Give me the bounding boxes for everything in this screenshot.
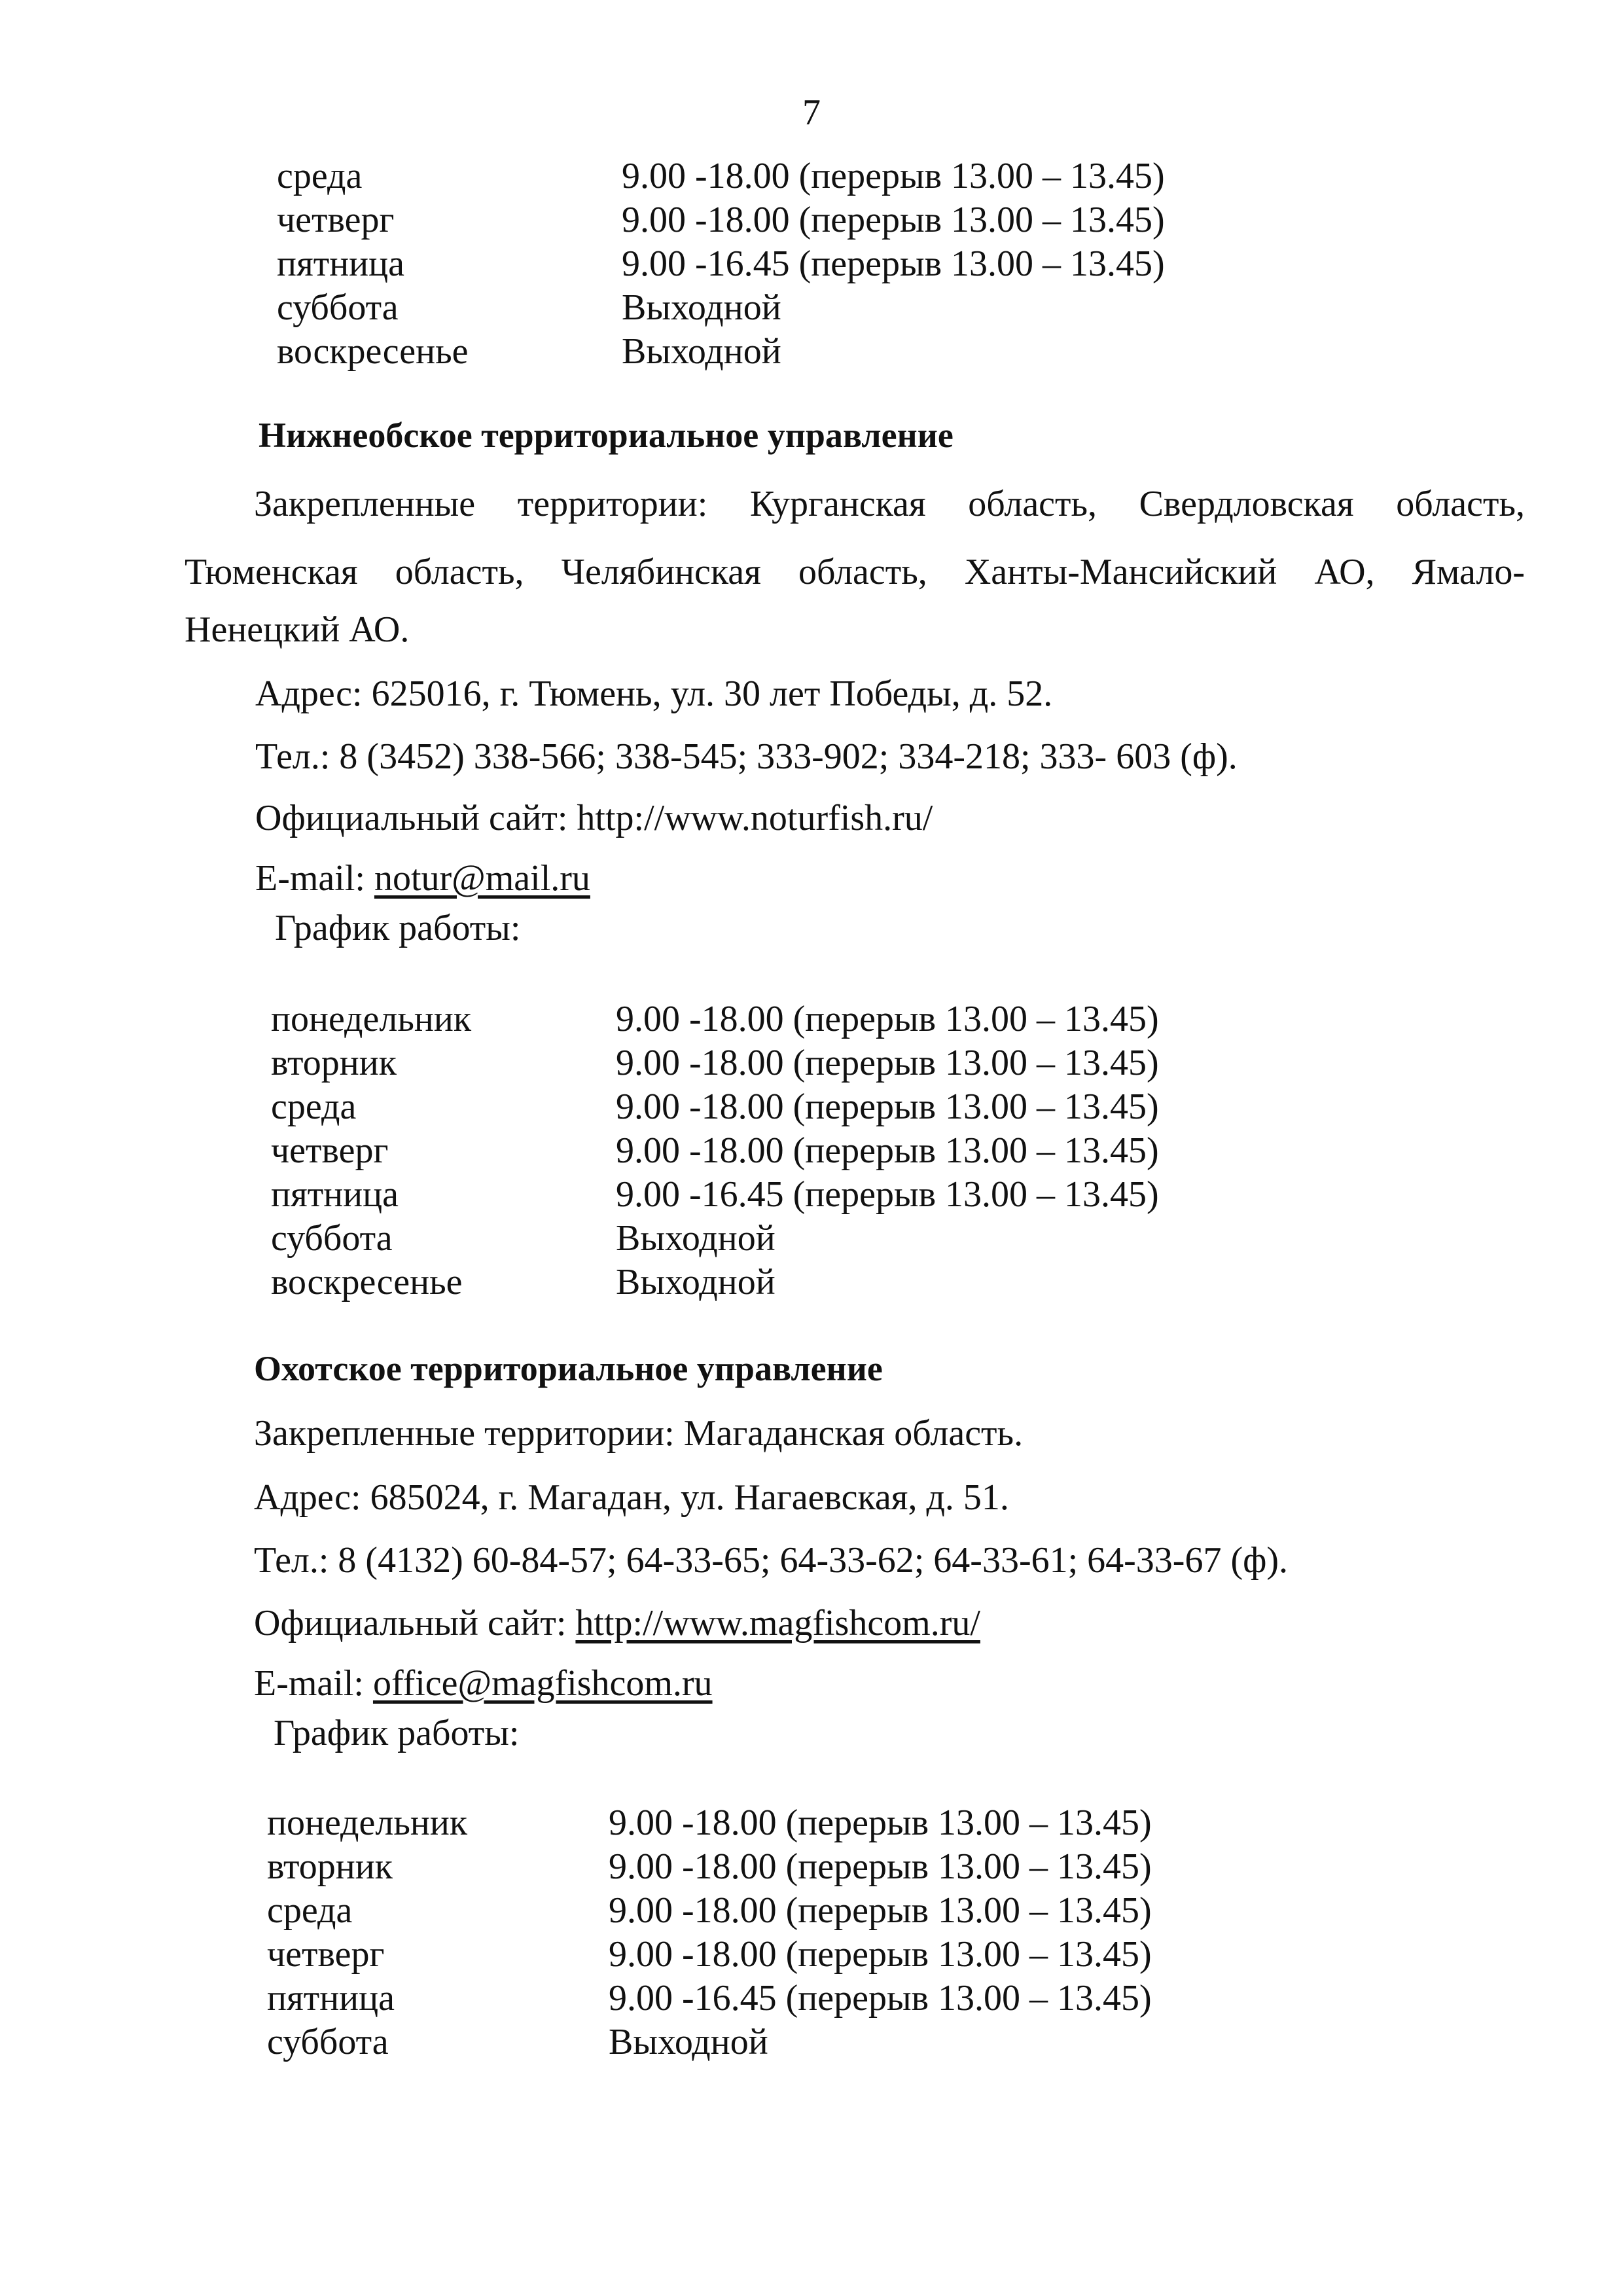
email-link[interactable]: office@magfishcom.ru (372, 1663, 713, 1704)
schedule-day: пятница (277, 243, 404, 284)
schedule-hours: Выходной (622, 331, 781, 372)
schedule-row (271, 1041, 1253, 1085)
schedule-row (271, 1261, 1253, 1304)
schedule-day: воскресенье (277, 331, 469, 372)
schedule-row (271, 1085, 1253, 1129)
schedule-row (271, 1173, 1253, 1217)
schedule-hours: 9.00 -18.00 (перерыв 13.00 – 13.45) (622, 156, 1165, 196)
schedule-day: суббота (267, 2022, 389, 2062)
schedule-day: пятница (267, 1978, 395, 2018)
schedule-day: четверг (271, 1130, 389, 1171)
schedule-row (271, 1217, 1253, 1261)
schedule-row (277, 198, 1258, 242)
email-label: E-mail: (255, 858, 365, 899)
schedule-hours: 9.00 -18.00 (перерыв 13.00 – 13.45) (616, 1130, 1159, 1171)
schedule-row (271, 1129, 1253, 1173)
schedule-day: среда (271, 1086, 357, 1127)
email (255, 857, 590, 899)
schedule-day: суббота (271, 1218, 393, 1259)
schedule-label: График работы: (275, 908, 521, 948)
schedule-day: четверг (277, 200, 395, 240)
schedule-row (277, 286, 1258, 330)
schedule-row (271, 997, 1253, 1041)
site-label: Официальный сайт: (255, 798, 568, 838)
schedule-hours: 9.00 -16.45 (перерыв 13.00 – 13.45) (616, 1174, 1159, 1215)
address: Адрес: 625016, г. Тюмень, ул. 30 лет Победы, д. 52. (255, 673, 1053, 714)
email-label: E-mail: (254, 1663, 364, 1704)
schedule-row (277, 242, 1258, 286)
schedule-day: пятница (271, 1174, 399, 1215)
schedule-day: воскресенье (271, 1262, 463, 1302)
schedule-label: График работы: (274, 1713, 520, 1753)
schedule-row (267, 1801, 1249, 1845)
schedule-day: суббота (277, 287, 399, 328)
schedule-hours: 9.00 -18.00 (перерыв 13.00 – 13.45) (622, 200, 1165, 240)
phone: Тел.: 8 (3452) 338-566; 338-545; 333-902; 334-218; 333- 603 (ф). (255, 736, 1238, 777)
schedule-day: вторник (267, 1846, 393, 1887)
schedule-row (267, 1933, 1249, 1977)
schedule-hours: 9.00 -18.00 (перерыв 13.00 – 13.45) (616, 1086, 1159, 1127)
schedule-row (267, 1977, 1249, 2020)
schedule-row (267, 1845, 1249, 1889)
address: Адрес: 685024, г. Магадан, ул. Нагаевская, д. 51. (254, 1477, 1009, 1518)
schedule-hours: Выходной (622, 287, 781, 328)
schedule-day: понедельник (271, 999, 472, 1039)
schedule-row (277, 154, 1258, 198)
page-number: 7 (802, 92, 821, 133)
section-title: Охотское территориальное управление (254, 1349, 883, 1388)
top-schedule (277, 154, 1258, 374)
email (254, 1662, 713, 1704)
territories-line-1 (254, 483, 1525, 525)
schedule-hours: 9.00 -18.00 (перерыв 13.00 – 13.45) (609, 1890, 1152, 1931)
schedule-hours: 9.00 -16.45 (перерыв 13.00 – 13.45) (609, 1978, 1152, 2018)
site-link[interactable]: http://www.noturfish.ru/ (577, 798, 933, 838)
schedule-day: вторник (271, 1043, 397, 1083)
schedule-day: среда (267, 1890, 353, 1931)
schedule-hours: 9.00 -18.00 (перерыв 13.00 – 13.45) (609, 1934, 1152, 1975)
schedule-hours: 9.00 -18.00 (перерыв 13.00 – 13.45) (609, 1846, 1152, 1887)
section-title: Нижнеобское территориальное управление (259, 416, 954, 455)
official-site (255, 797, 933, 839)
schedule-hours: Выходной (609, 2022, 768, 2062)
email-link[interactable]: notur@mail.ru (374, 858, 590, 899)
schedule-hours: 9.00 -18.00 (перерыв 13.00 – 13.45) (616, 999, 1159, 1039)
territories-line-3: Ненецкий АО. (185, 609, 410, 650)
territories-line-2: Тюменская область, Челябинская область, Ханты-Мансийский АО, Ямало- (185, 552, 1525, 592)
site-link[interactable]: http://www.magfishcom.ru/ (575, 1603, 980, 1643)
schedule (267, 1801, 1249, 2064)
schedule-hours: Выходной (616, 1218, 776, 1259)
schedule-row (277, 330, 1258, 374)
official-site (254, 1602, 980, 1644)
phone: Тел.: 8 (4132) 60-84-57; 64-33-65; 64-33-62; 64-33-61; 64-33-67 (ф). (254, 1540, 1289, 1581)
schedule-day: четверг (267, 1934, 385, 1975)
schedule-hours: 9.00 -18.00 (перерыв 13.00 – 13.45) (616, 1043, 1159, 1083)
schedule-row (267, 2020, 1249, 2064)
territories: Закрепленные территории: Магаданская область. (254, 1413, 1024, 1454)
territories-text: Курганская область, Свердловская область, (749, 484, 1525, 524)
schedule-day: среда (277, 156, 363, 196)
site-label: Официальный сайт: (254, 1603, 567, 1643)
schedule-hours: 9.00 -16.45 (перерыв 13.00 – 13.45) (622, 243, 1165, 284)
schedule-hours: Выходной (616, 1262, 776, 1302)
schedule-hours: 9.00 -18.00 (перерыв 13.00 – 13.45) (609, 1803, 1152, 1843)
schedule-row (267, 1889, 1249, 1933)
schedule (271, 997, 1253, 1304)
schedule-day: понедельник (267, 1803, 468, 1843)
territories-label: Закрепленные территории: (254, 484, 708, 524)
